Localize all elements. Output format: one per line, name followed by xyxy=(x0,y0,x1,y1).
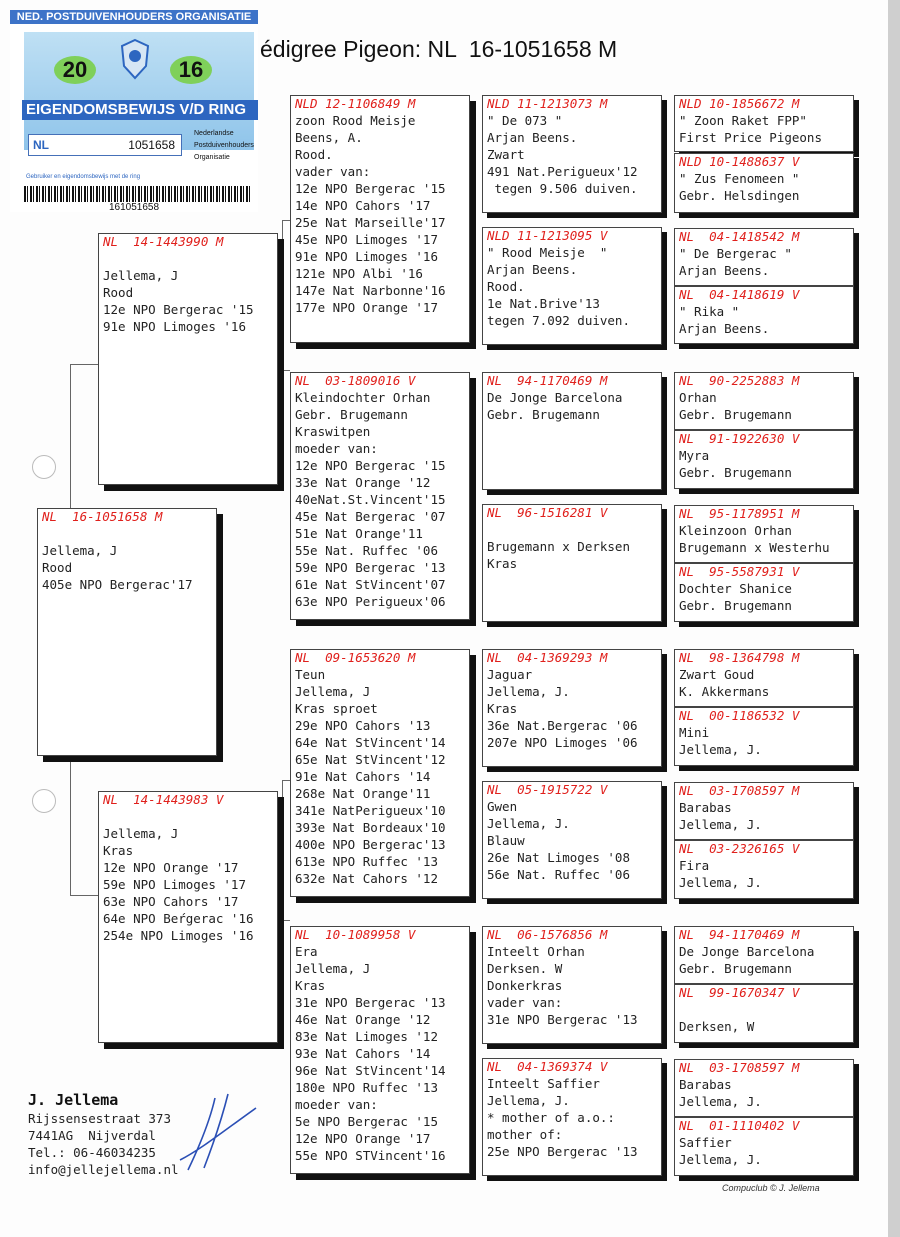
pedigree-line: 64e NPO Beŕgerac '16 xyxy=(103,911,254,926)
ring-number: 1051658 xyxy=(128,138,175,152)
pedigree-line: 63e NPO Cahors '17 xyxy=(103,894,239,909)
pedigree-box-gggp-5 xyxy=(674,372,854,430)
country-code: NL xyxy=(33,138,49,152)
connector-line xyxy=(282,780,283,920)
pedigree-line: 45e Nat Bergerac '07 xyxy=(295,509,446,524)
pedigree-line: 12e NPO Bergerac '15 xyxy=(295,458,446,473)
pedigree-line: Arjan Beens. xyxy=(679,263,770,278)
ring-number-field xyxy=(28,134,182,156)
pedigree-line: 96e Nat StVincent'14 xyxy=(295,1063,446,1078)
pedigree-line: Jellema, J. xyxy=(679,1152,762,1167)
pedigree-line: " Rood Meisje " xyxy=(487,245,608,260)
owner-email: info@jellejellema.nl xyxy=(28,1162,179,1177)
ring-number: NL 03-1708597 M xyxy=(679,783,800,798)
org-line: Postduivenhouders xyxy=(194,142,254,149)
pedigree-line: Jellema, J xyxy=(103,826,179,841)
pedigree-line: Jellema, J xyxy=(103,268,179,283)
lion-emblem-icon xyxy=(114,36,156,84)
pedigree-line: 31e NPO Bergerac '13 xyxy=(295,995,446,1010)
pedigree-line: Myra xyxy=(679,448,710,463)
pedigree-line: 51e Nat Orange'11 xyxy=(295,526,423,541)
ring-number: NL 14-1443990 M xyxy=(103,234,224,249)
pedigree-box-dam xyxy=(98,791,278,1043)
pedigree-box-ggp-7 xyxy=(482,926,662,1044)
owner-address: Rijssensestraat 373 xyxy=(28,1111,171,1126)
ring-number: NL 94-1170469 M xyxy=(679,927,800,942)
pedigree-box-gggp-2 xyxy=(674,153,854,213)
pedigree-box-grandsire-paternal xyxy=(290,95,470,343)
pedigree-line: Jellema, J xyxy=(295,684,371,699)
pedigree-line: 33e Nat Orange '12 xyxy=(295,475,431,490)
ring-number: NL 95-5587931 V xyxy=(679,564,800,579)
pedigree-box-gggp-6 xyxy=(674,430,854,489)
pedigree-line: 341e NatPerigueux'10 xyxy=(295,803,446,818)
pedigree-line: 91e Nat Cahors '14 xyxy=(295,769,431,784)
card-header: NED. POSTDUIVENHOUDERS ORGANISATIE xyxy=(10,10,258,24)
pedigree-line: Gebr. Brugemann xyxy=(295,407,408,422)
pedigree-line: * mother of a.o.: xyxy=(487,1110,615,1125)
pedigree-line: tegen 7.092 duiven. xyxy=(487,313,630,328)
pedigree-line: mother of: xyxy=(487,1127,563,1142)
connector-line xyxy=(70,364,71,510)
pedigree-line: zoon Rood Meisje xyxy=(295,113,416,128)
pedigree-line: Jellema, J. xyxy=(487,684,570,699)
pedigree-line: vader van: xyxy=(295,164,371,179)
pedigree-line: Arjan Beens. xyxy=(487,262,578,277)
pedigree-line: Inteelt Orhan xyxy=(487,944,585,959)
pedigree-line: Rood xyxy=(42,560,73,575)
pedigree-line: 59e NPO Bergerac '13 xyxy=(295,560,446,575)
ring-number: NL 99-1670347 V xyxy=(679,985,800,1000)
ring-number: NL 09-1653620 M xyxy=(295,650,416,665)
pedigree-box-gggp-13 xyxy=(674,926,854,984)
pedigree-line: 25e NPO Bergerac '13 xyxy=(487,1144,638,1159)
pedigree-line xyxy=(675,1001,853,1018)
pedigree-line: Teun xyxy=(295,667,326,682)
pedigree-line: " De Bergerac " xyxy=(679,246,792,261)
ring-number: NLD 12-1106849 M xyxy=(295,96,416,111)
owner-name: J. Jellema xyxy=(28,1091,119,1109)
year-left: 20 xyxy=(54,56,96,84)
pedigree-box-gggp-11 xyxy=(674,782,854,840)
pedigree-box-gggp-16 xyxy=(674,1117,854,1176)
pedigree-line: 400e NPO Bergerac'13 xyxy=(295,837,446,852)
pedigree-line: Jellema, J xyxy=(42,543,118,558)
ring-number: NL 04-1369293 M xyxy=(487,650,608,665)
ring-number: NL 03-1708597 M xyxy=(679,1060,800,1075)
pedigree-line: Jellema, J. xyxy=(679,875,762,890)
pedigree-line: 207e NPO Limoges '06 xyxy=(487,735,638,750)
pedigree-line: Zwart xyxy=(487,147,525,162)
connector-line xyxy=(282,220,283,370)
ring-number: NL 06-1576856 M xyxy=(487,927,608,942)
ring-number: NL 00-1186532 V xyxy=(679,708,800,723)
pedigree-box-ggp-4 xyxy=(482,504,662,622)
pedigree-line: Kras xyxy=(103,843,134,858)
pedigree-line: 393e Nat Bordeaux'10 xyxy=(295,820,446,835)
pedigree-line xyxy=(38,525,216,542)
org-line: Organisatie xyxy=(194,154,230,161)
pedigree-line: Jaguar xyxy=(487,667,533,682)
ring-number: NL 01-1110402 V xyxy=(679,1118,800,1133)
pedigree-line: 46e Nat Orange '12 xyxy=(295,1012,431,1027)
pedigree-line: 40eNat.St.Vincent'15 xyxy=(295,492,446,507)
pedigree-line: Jellema, J xyxy=(295,961,371,976)
pedigree-line: 29e NPO Cahors '13 xyxy=(295,718,431,733)
ring-number: NL 03-2326165 V xyxy=(679,841,800,856)
pedigree-box-gggp-9 xyxy=(674,649,854,707)
pedigree-line xyxy=(99,250,277,267)
pedigree-line: 64e Nat StVincent'14 xyxy=(295,735,446,750)
pedigree-box-gggp-4 xyxy=(674,286,854,344)
org-name xyxy=(194,128,254,164)
pedigree-line: 91e NPO Limoges '16 xyxy=(295,249,438,264)
pedigree-line: Kleindochter Orhan xyxy=(295,390,431,405)
pedigree-line: 45e NPO Limoges '17 xyxy=(295,232,438,247)
pedigree-line: Zwart Goud xyxy=(679,667,755,682)
pedigree-line: Arjan Beens. xyxy=(679,321,770,336)
pedigree-line: 268e Nat Orange'11 xyxy=(295,786,431,801)
connector-line xyxy=(282,920,290,921)
owner-phone: Tel.: 06-46034235 xyxy=(28,1145,156,1160)
ring-number: NLD 10-1488637 V xyxy=(679,154,800,169)
barcode-number: 161051658 xyxy=(108,202,160,213)
barcode xyxy=(24,186,250,202)
ring-number: NL 90-2252883 M xyxy=(679,373,800,388)
page-title: édigree Pigeon: NL 16-1051658 M xyxy=(260,36,618,62)
pedigree-box-ggp-3 xyxy=(482,372,662,490)
ring-number: NL 14-1443983 V xyxy=(103,792,224,807)
pedigree-line: moeder van: xyxy=(295,1097,378,1112)
pedigree-line: 12e NPO Orange '17 xyxy=(295,1131,431,1146)
page-edge xyxy=(888,0,900,1237)
pedigree-box-ggp-5 xyxy=(482,649,662,767)
pedigree-line: Gebr. Brugemann xyxy=(679,598,792,613)
pedigree-line: 83e Nat Limoges '12 xyxy=(295,1029,438,1044)
pedigree-line: moeder van: xyxy=(295,441,378,456)
ring-number: NL 04-1418542 M xyxy=(679,229,800,244)
pedigree-line: 405e NPO Bergerac'17 xyxy=(42,577,193,592)
pedigree-line: 55e Nat. Ruffec '06 xyxy=(295,543,438,558)
pedigree-line: 59e NPO Limoges '17 xyxy=(103,877,246,892)
pedigree-box-ggp-1 xyxy=(482,95,662,213)
pedigree-line: Beens, A. xyxy=(295,130,363,145)
connector-line xyxy=(282,220,290,221)
card-condition: Gebruiker en eigendomsbewijs met de ring xyxy=(26,174,141,180)
pedigree-box-grandsire-maternal xyxy=(290,649,470,897)
pedigree-line: Mini xyxy=(679,725,710,740)
pedigree-line: Jellema, J. xyxy=(679,742,762,757)
pedigree-line: 65e Nat StVincent'12 xyxy=(295,752,446,767)
pedigree-line: Derksen, W xyxy=(679,1019,755,1034)
pedigree-box-ggp-6 xyxy=(482,781,662,899)
connector-line xyxy=(282,370,290,371)
pedigree-line: Jellema, J. xyxy=(487,1093,570,1108)
ring-number: NL 05-1915722 V xyxy=(487,782,608,797)
owner-city: 7441AG Nijverdal xyxy=(28,1128,156,1143)
pedigree-box-granddam-paternal xyxy=(290,372,470,620)
pedigree-line: Rood xyxy=(103,285,134,300)
pedigree-line: 12e NPO Orange '17 xyxy=(103,860,239,875)
pedigree-line: Gebr. Brugemann xyxy=(679,465,792,480)
pedigree-line: Inteelt Saffier xyxy=(487,1076,600,1091)
pedigree-line: 491 Nat.Perigueux'12 xyxy=(487,164,638,179)
ring-number: NL 98-1364798 M xyxy=(679,650,800,665)
pedigree-line: De Jonge Barcelona xyxy=(487,390,623,405)
ring-number: NL 03-1809016 V xyxy=(295,373,416,388)
pedigree-line: 12e NPO Bergerac '15 xyxy=(103,302,254,317)
pedigree-line: Kras xyxy=(487,556,518,571)
pedigree-line: 26e Nat Limoges '08 xyxy=(487,850,630,865)
pedigree-line: Kraswitpen xyxy=(295,424,371,439)
pedigree-box-ggp-8 xyxy=(482,1058,662,1176)
pedigree-box-sire xyxy=(98,233,278,485)
pedigree-line: " Rika " xyxy=(679,304,740,319)
pedigree-line: Kleinzoon Orhan xyxy=(679,523,792,538)
pedigree-line: Donkerkras xyxy=(487,978,563,993)
pedigree-line: 121e NPO Albi '16 xyxy=(295,266,423,281)
owner-block xyxy=(28,1090,179,1178)
pedigree-line: Barabas xyxy=(679,800,732,815)
pedigree-line: 56e Nat. Ruffec '06 xyxy=(487,867,630,882)
pedigree-line: Jellema, J. xyxy=(679,1094,762,1109)
pedigree-line: Kras sproet xyxy=(295,701,378,716)
pedigree-box-granddam-maternal xyxy=(290,926,470,1174)
pedigree-line: 55e NPO STVincent'16 xyxy=(295,1148,446,1163)
pedigree-line: Gebr. Brugemann xyxy=(487,407,600,422)
pedigree-line: 31e NPO Bergerac '13 xyxy=(487,1012,638,1027)
connector-line xyxy=(70,364,98,365)
pedigree-line: 63e NPO Perigueux'06 xyxy=(295,594,446,609)
pedigree-line: Era xyxy=(295,944,318,959)
pedigree-line: " Zus Fenomeen " xyxy=(679,171,800,186)
pedigree-line: Derksen. W xyxy=(487,961,563,976)
pedigree-line: 25e Nat Marseille'17 xyxy=(295,215,446,230)
pedigree-line: Jellema, J. xyxy=(679,817,762,832)
pedigree-line: K. Akkermans xyxy=(679,684,770,699)
card-title: EIGENDOMSBEWIJS V/D RING xyxy=(22,100,258,120)
pedigree-line: 12e NPO Bergerac '15 xyxy=(295,181,446,196)
pedigree-line: First Price Pigeons xyxy=(679,130,822,145)
ring-number: NL 91-1922630 V xyxy=(679,431,800,446)
pedigree-box-subject xyxy=(37,508,217,756)
ring-number: NLD 11-1213073 M xyxy=(487,96,608,111)
pedigree-line xyxy=(483,521,661,538)
ring-number: NL 95-1178951 M xyxy=(679,506,800,521)
signature-icon xyxy=(170,1090,265,1180)
pedigree-line: 613e NPO Ruffec '13 xyxy=(295,854,438,869)
ring-number: NLD 10-1856672 M xyxy=(679,96,800,111)
pedigree-line: Kras xyxy=(487,701,518,716)
ring-number: NL 10-1089958 V xyxy=(295,927,416,942)
connector-line xyxy=(70,895,98,896)
pedigree-line: Kras xyxy=(295,978,326,993)
pedigree-line: Brugemann x Westerhu xyxy=(679,540,830,555)
pedigree-line: Jellema, J. xyxy=(487,816,570,831)
pedigree-box-ggp-2 xyxy=(482,227,662,345)
pedigree-box-gggp-14 xyxy=(674,984,854,1043)
pedigree-line: Rood. xyxy=(295,147,333,162)
pedigree-box-gggp-7 xyxy=(674,505,854,563)
connector-line xyxy=(282,780,290,781)
pedigree-line: Saffier xyxy=(679,1135,732,1150)
pedigree-line: 1e Nat.Brive'13 xyxy=(487,296,600,311)
ring-number: NLD 11-1213095 V xyxy=(487,228,608,243)
pedigree-line: Arjan Beens. xyxy=(487,130,578,145)
pedigree-line: 93e Nat Cahors '14 xyxy=(295,1046,431,1061)
ring-number: NL 94-1170469 M xyxy=(487,373,608,388)
pedigree-line: 36e Nat.Bergerac '06 xyxy=(487,718,638,733)
pedigree-line: Brugemann x Derksen xyxy=(487,539,630,554)
pedigree-line: 14e NPO Cahors '17 xyxy=(295,198,431,213)
pedigree-line xyxy=(99,808,277,825)
ring-number: NL 96-1516281 V xyxy=(487,505,608,520)
ring-number: NL 04-1418619 V xyxy=(679,287,800,302)
pedigree-line: " Zoon Raket FPP" xyxy=(679,113,807,128)
pedigree-line: 91e NPO Limoges '16 xyxy=(103,319,246,334)
pedigree-box-gggp-15 xyxy=(674,1059,854,1117)
org-line: Nederlandse xyxy=(194,130,234,137)
pedigree-line: 177e NPO Orange '17 xyxy=(295,300,438,315)
ring-number: NL 04-1369374 V xyxy=(487,1059,608,1074)
pedigree-line: Gebr. Brugemann xyxy=(679,961,792,976)
pedigree-line: 61e Nat StVincent'07 xyxy=(295,577,446,592)
punch-hole xyxy=(32,789,56,813)
pedigree-box-gggp-8 xyxy=(674,563,854,622)
connector-line xyxy=(70,756,71,896)
ring-number: NL 16-1051658 M xyxy=(42,509,163,524)
pedigree-line: vader van: xyxy=(487,995,563,1010)
pedigree-line: Blauw xyxy=(487,833,525,848)
pedigree-line: " De 073 " xyxy=(487,113,563,128)
pedigree-line: 147e Nat Narbonne'16 xyxy=(295,283,446,298)
pedigree-line: Orhan xyxy=(679,390,717,405)
pedigree-line: Barabas xyxy=(679,1077,732,1092)
pedigree-line: De Jonge Barcelona xyxy=(679,944,815,959)
pedigree-box-gggp-3 xyxy=(674,228,854,286)
pedigree-box-gggp-12 xyxy=(674,840,854,899)
pedigree-line: Rood. xyxy=(487,279,525,294)
pedigree-line: Dochter Shanice xyxy=(679,581,792,596)
pedigree-line: 180e NPO Ruffec '13 xyxy=(295,1080,438,1095)
pedigree-line: tegen 9.506 duiven. xyxy=(487,181,638,196)
ring-ownership-card xyxy=(10,10,258,212)
pedigree-line: Fira xyxy=(679,858,710,873)
footer-credit: Compuclub © J. Jellema xyxy=(722,1183,820,1193)
pedigree-line: 254e NPO Limoges '16 xyxy=(103,928,254,943)
pedigree-line: Gebr. Helsdingen xyxy=(679,188,800,203)
pedigree-line: Gwen xyxy=(487,799,518,814)
pedigree-line: 5e NPO Bergerac '15 xyxy=(295,1114,438,1129)
year-right: 16 xyxy=(170,56,212,84)
pedigree-box-gggp-1 xyxy=(674,95,854,152)
pedigree-line: 632e Nat Cahors '12 xyxy=(295,871,438,886)
pedigree-box-gggp-10 xyxy=(674,707,854,766)
punch-hole xyxy=(32,455,56,479)
pedigree-line: Gebr. Brugemann xyxy=(679,407,792,422)
